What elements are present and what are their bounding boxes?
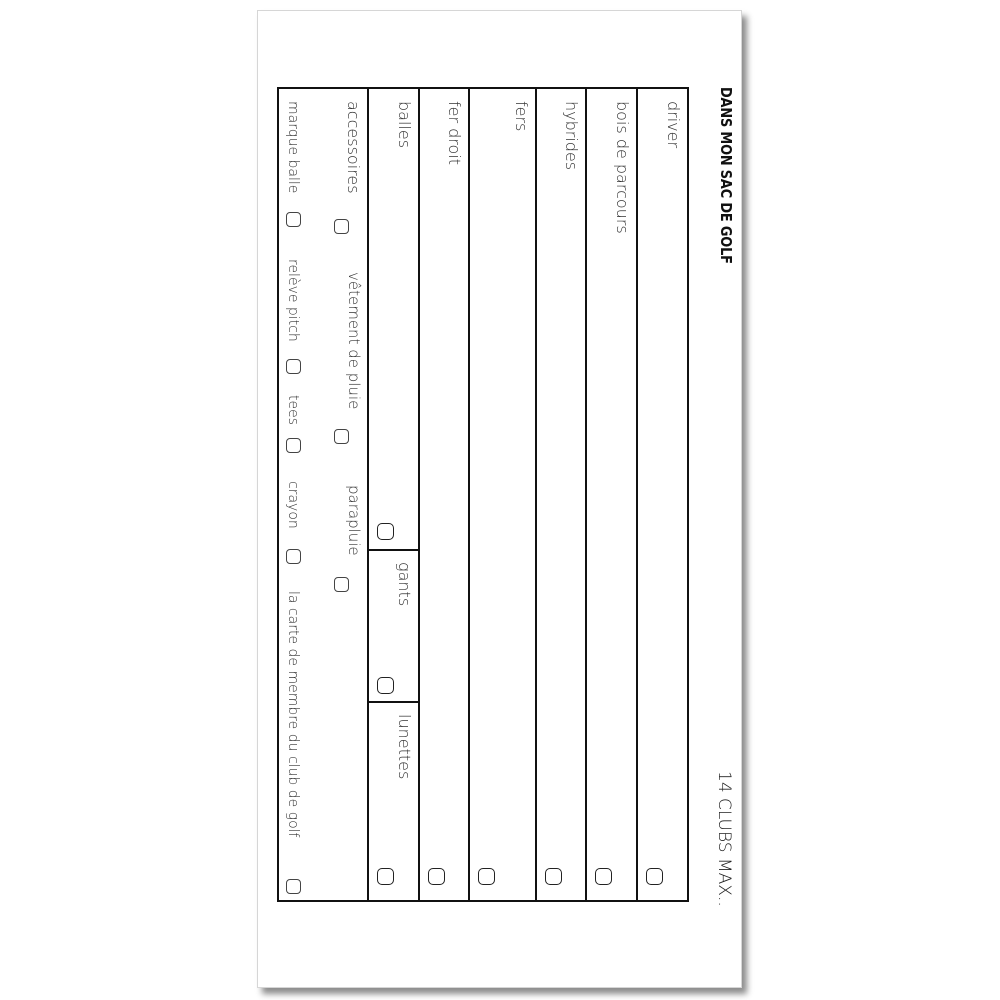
row-label: fers — [512, 101, 531, 132]
row-driver — [636, 89, 687, 900]
checkbox[interactable] — [595, 868, 612, 885]
parapluie-checkbox[interactable] — [334, 577, 349, 592]
balles-label: balles — [395, 101, 414, 149]
vetement-de-pluie-checkbox[interactable] — [334, 429, 349, 444]
carte-de-membre-checkbox[interactable] — [286, 879, 301, 894]
crayon-checkbox[interactable] — [286, 549, 301, 564]
row-label: hybrides — [562, 101, 581, 171]
marque-balle-checkbox[interactable] — [286, 212, 301, 227]
carte-de-membre-label: la carte de membre du club de golf — [285, 591, 301, 838]
row-label: driver — [664, 101, 683, 149]
vetement-de-pluie-label: vêtement de pluie — [345, 272, 363, 410]
row-hybrides — [535, 89, 585, 900]
row-accessoires — [277, 89, 367, 900]
row-fer-droit — [418, 89, 468, 900]
checklist-title: DANS MON SAC DE GOLF — [717, 87, 735, 264]
crayon-label: crayon — [285, 481, 301, 529]
tees-label: tees — [285, 395, 301, 426]
gants-label: gants — [395, 562, 414, 607]
checklist-sheet — [258, 11, 741, 987]
column-divider — [369, 549, 418, 551]
checkbox[interactable] — [428, 868, 445, 885]
row-balles-gants-lunettes — [367, 89, 418, 900]
checklist-table — [277, 87, 689, 902]
parapluie-label: parapluie — [345, 485, 363, 556]
gants-checkbox[interactable] — [377, 677, 394, 694]
releve-pitch-checkbox[interactable] — [286, 359, 301, 374]
lunettes-label: lunettes — [395, 714, 414, 780]
checkbox[interactable] — [646, 868, 663, 885]
lunettes-checkbox[interactable] — [377, 868, 394, 885]
row-bois-de-parcours — [585, 89, 636, 900]
balles-checkbox[interactable] — [377, 523, 394, 540]
checkbox[interactable] — [478, 868, 495, 885]
checklist-card — [257, 10, 742, 988]
releve-pitch-label: relève pitch — [285, 259, 301, 342]
checkbox[interactable] — [545, 868, 562, 885]
clubs-max-note: 14 CLUBS MAX.. — [714, 771, 734, 907]
tees-checkbox[interactable] — [286, 438, 301, 453]
row-label: bois de parcours — [613, 101, 632, 234]
marque-balle-label: marque balle — [285, 101, 301, 194]
column-divider — [369, 701, 418, 703]
row-fers — [468, 89, 535, 900]
accessoires-checkbox[interactable] — [334, 219, 349, 234]
row-label: fer droit — [445, 101, 464, 166]
accessoires-label: accessoires — [344, 101, 363, 194]
